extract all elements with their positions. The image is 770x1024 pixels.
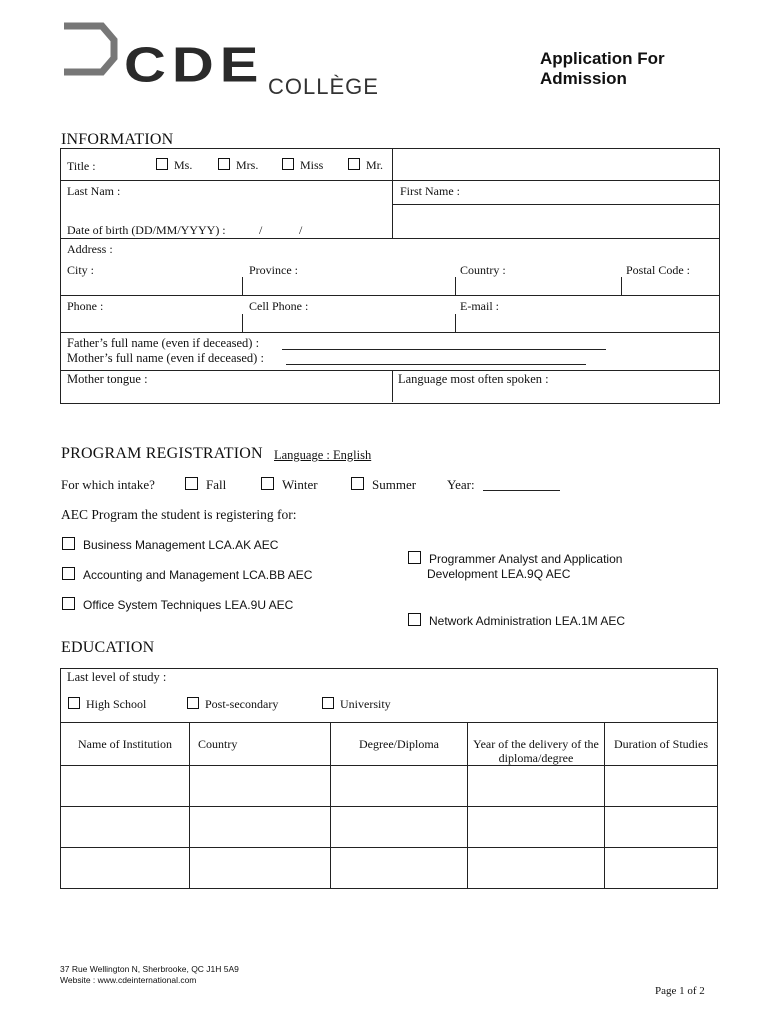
program-programmer-analyst[interactable]: Programmer Analyst and Application Development LEA.9Q AEC: [408, 551, 622, 582]
table-row[interactable]: [61, 807, 718, 848]
city-field[interactable]: City :: [67, 263, 95, 277]
table-row[interactable]: [61, 848, 718, 889]
father-name-field[interactable]: Father’s full name (even if deceased) :: [67, 336, 260, 350]
cell-phone-field[interactable]: Cell Phone :: [249, 299, 309, 313]
phone-field[interactable]: Phone :: [67, 299, 104, 313]
col-institution: Name of Institution: [61, 723, 190, 766]
page-title: [540, 49, 665, 89]
program-business-management[interactable]: Business Management LCA.AK AEC: [62, 537, 278, 552]
intake-label: For which intake?: [61, 477, 155, 492]
aec-label: AEC Program the student is registering for:: [61, 507, 297, 522]
mother-name-field[interactable]: Mother’s full name (even if deceased) :: [67, 351, 264, 365]
checkbox-icon: [62, 567, 75, 580]
level-university[interactable]: University: [322, 697, 391, 712]
country-field[interactable]: Country :: [460, 263, 506, 277]
title-mr[interactable]: Mr.: [348, 158, 383, 173]
mother-tongue-field[interactable]: Mother tongue :: [67, 372, 148, 386]
dob-sep1: /: [259, 223, 263, 237]
program-network-admin[interactable]: Network Administration LEA.1M AEC: [408, 613, 625, 628]
dob-field[interactable]: Date of birth (DD/MM/YYYY) :: [67, 223, 226, 237]
page-title-line2: Admission: [540, 69, 627, 88]
checkbox-icon: [187, 697, 199, 709]
title-miss[interactable]: Miss: [282, 158, 323, 173]
first-name-field[interactable]: First Name :: [400, 184, 460, 198]
checkbox-icon: [322, 697, 334, 709]
checkbox-icon: [408, 613, 421, 626]
title-ms[interactable]: Ms.: [156, 158, 192, 173]
logo-cde: CDE: [124, 37, 265, 93]
education-table: [60, 722, 718, 889]
title-mrs[interactable]: Mrs.: [218, 158, 258, 173]
checkbox-icon: [218, 158, 230, 170]
postal-code-field[interactable]: Postal Code :: [626, 263, 691, 277]
footer-address: 37 Rue Wellington N, Sherbrooke, QC J1H 5A9: [60, 964, 239, 974]
intake-winter[interactable]: Winter: [261, 477, 318, 493]
page-number: Page 1 of 2: [655, 985, 705, 997]
table-row[interactable]: [61, 766, 718, 807]
col-year: Year of the delivery of the diploma/degree: [468, 723, 605, 766]
province-field[interactable]: Province :: [249, 263, 298, 277]
level-post-secondary[interactable]: Post-secondary: [187, 697, 278, 712]
intake-summer[interactable]: Summer: [351, 477, 416, 493]
checkbox-icon: [156, 158, 168, 170]
col-degree: Degree/Diploma: [331, 723, 468, 766]
checkbox-icon: [408, 551, 421, 564]
year-field[interactable]: Year:: [447, 477, 475, 492]
checkbox-icon: [62, 597, 75, 610]
address-field[interactable]: Address :: [67, 242, 113, 256]
logo-college: COLLÈGE: [268, 74, 379, 99]
checkbox-icon: [348, 158, 360, 170]
checkbox-icon: [261, 477, 274, 490]
language-note: Language : English: [274, 448, 372, 462]
checkbox-icon: [185, 477, 198, 490]
program-accounting[interactable]: Accounting and Management LCA.BB AEC: [62, 567, 312, 582]
dob-sep2: /: [299, 223, 303, 237]
title-label: Title :: [67, 159, 96, 173]
checkbox-icon: [62, 537, 75, 550]
education-heading: EDUCATION: [61, 639, 155, 656]
footer-website: Website : www.cdeinternational.com: [60, 975, 197, 985]
col-duration: Duration of Studies: [605, 723, 718, 766]
program-office-systems[interactable]: Office System Techniques LEA.9U AEC: [62, 597, 293, 612]
col-country: Country: [190, 723, 331, 766]
checkbox-icon: [351, 477, 364, 490]
checkbox-icon: [282, 158, 294, 170]
level-high-school[interactable]: High School: [68, 697, 146, 712]
table-header-row: [61, 723, 718, 766]
email-field[interactable]: E-mail :: [460, 299, 499, 313]
intake-fall[interactable]: Fall: [185, 477, 226, 493]
checkbox-icon: [68, 697, 80, 709]
page-title-line1: Application For: [540, 49, 665, 68]
logo: [60, 22, 380, 102]
information-heading: INFORMATION: [61, 131, 174, 148]
logo-bracket-icon: [60, 22, 120, 78]
program-heading: PROGRAM REGISTRATION: [61, 445, 263, 462]
last-name-field[interactable]: Last Nam :: [67, 184, 121, 198]
language-spoken-field[interactable]: Language most often spoken :: [398, 372, 549, 386]
last-level-label: Last level of study :: [67, 670, 167, 684]
